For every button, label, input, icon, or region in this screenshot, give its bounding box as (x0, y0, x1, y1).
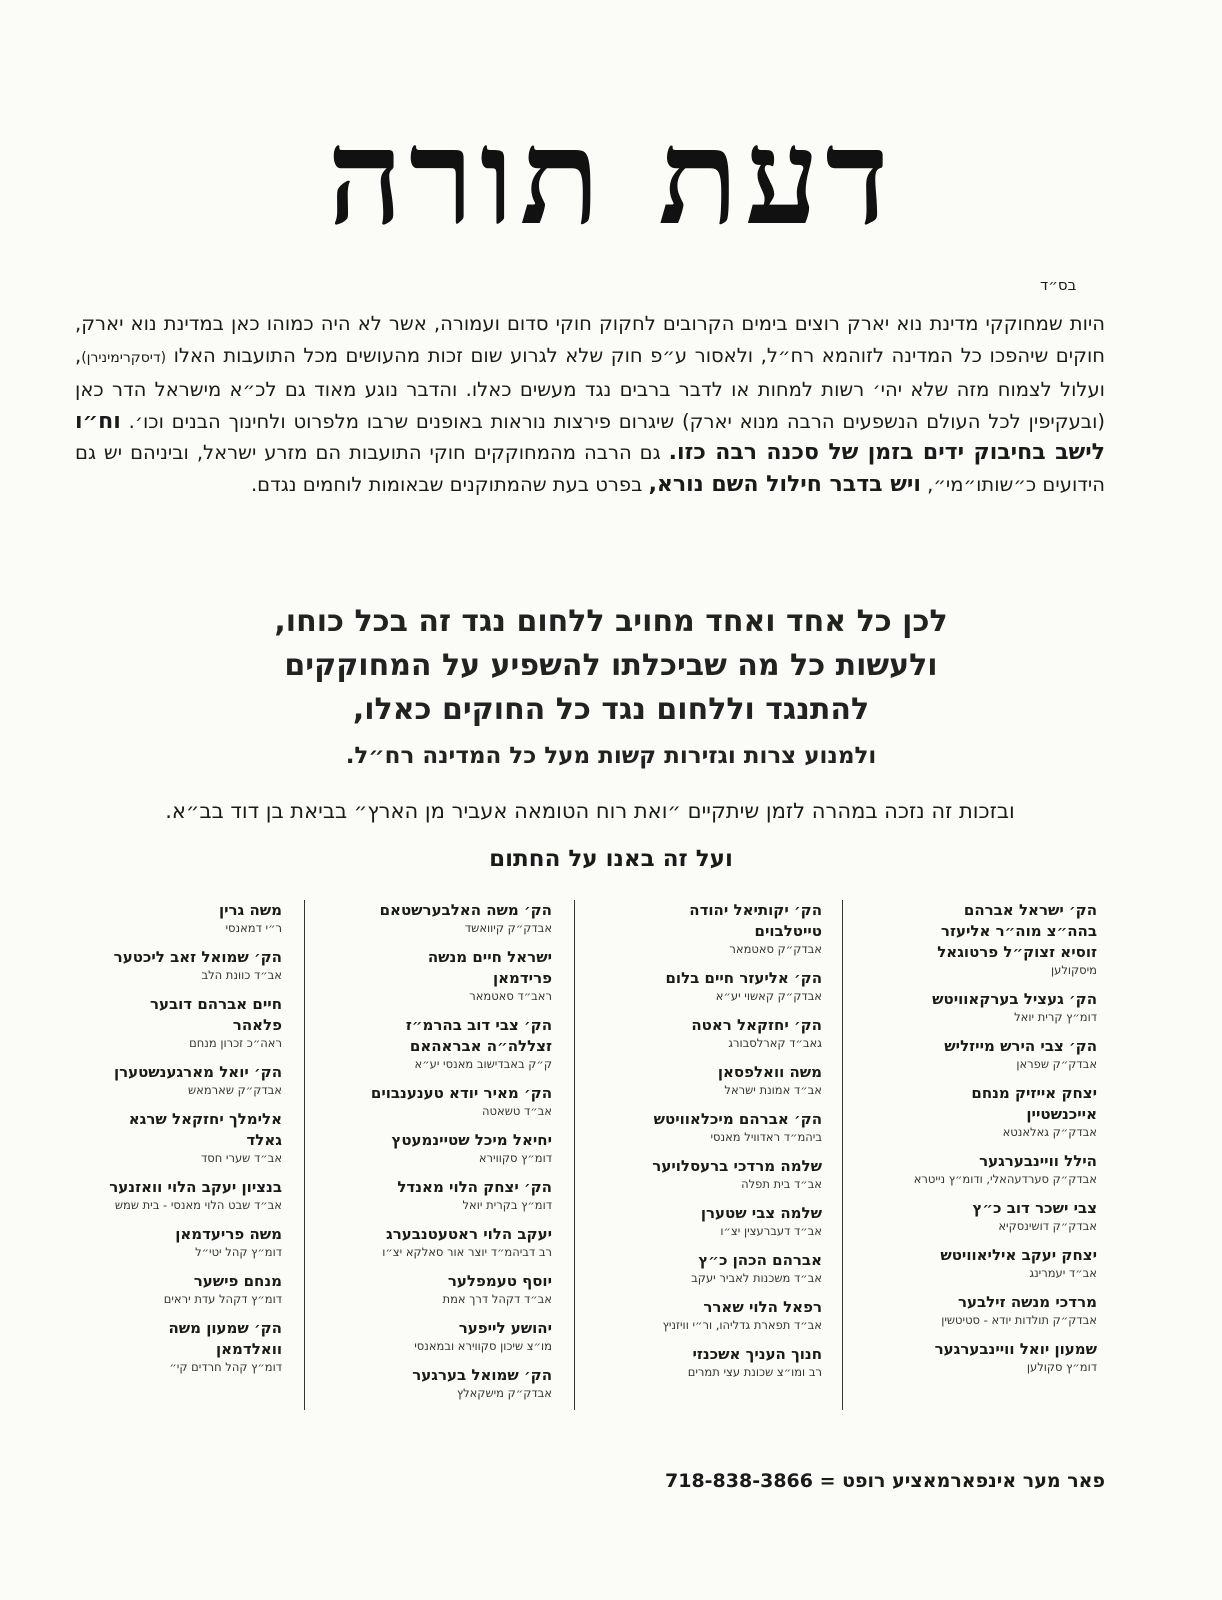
signatory-name: הק׳ שמואל זאב ליכטער (113, 948, 282, 966)
signatory-title: אבדק״ק שארמאש (188, 1083, 282, 1097)
signatory-title: אב״ד אמונת ישראל (724, 1083, 822, 1097)
signatory-name: ישראל חיים מנשה פרידמאן (427, 948, 552, 987)
signatory (913, 1151, 1097, 1187)
signature-column-3 (360, 900, 560, 1410)
signatory-title: ביהמ״ד ראדוויל מאנסי (710, 1130, 822, 1144)
signatory (638, 900, 822, 957)
signatory-title: אבדק״ק סערדעהאלי, ודומ״ץ נייטרא (913, 1172, 1097, 1186)
signatory-title: אב״ד שערי חסד (201, 1151, 282, 1165)
signatory (368, 1015, 552, 1072)
signatory-name: הק׳ ישראל אברהם בהה״צ מוה״ר אליעזר זוסיא זצוק״ל פרטוגאל (937, 901, 1097, 961)
signature-column-4 (90, 900, 290, 1410)
signatory (98, 947, 282, 983)
signatory (913, 1198, 1097, 1234)
signatory-title: אבדק״ק תולדות יודא - סטיטשין (941, 1313, 1097, 1327)
signatory-name: שלמה צבי שטערן (700, 1204, 822, 1222)
column-divider (304, 900, 305, 1410)
signatory (98, 900, 282, 936)
signatory-name: שמעון יואל וויינבערגער (934, 1340, 1097, 1358)
signatory-name: שלמה מרדכי ברעסלויער (652, 1157, 822, 1175)
signatory-title: דומ״ץ בקרית יואל (462, 1198, 552, 1212)
signatory-name: הק׳ יקותיאל יהודה טייטלבוים (689, 901, 822, 940)
signatory-name: הק׳ געציל בערקאוויטש (932, 990, 1097, 1008)
signatory (638, 1297, 822, 1333)
signatory (638, 1062, 822, 1098)
signatory (913, 1245, 1097, 1281)
signatory (913, 900, 1097, 978)
signatory (368, 1271, 552, 1307)
signatory-name: הק׳ אליעזר חיים בלום (665, 969, 822, 987)
signatory-name: משה פריעדמאן (175, 1225, 282, 1243)
intro-text-1: היות שמחוקקי מדינת נוא יארק רוצים בימים הקרובים לחקוק חוקי סדום ועמורה, אשר לא היה כמוהו כאן במדינת נוא יארק, חוקים שיהפכו כל המדינה לזוהמא רח״ל, ולאסור ע״פ חוק שלא לגרוע שום זכות מהעושים מכל התועבות האלו (75, 312, 1105, 367)
signatory-title: ק״ק באבדישוב מאנסי יע״א (414, 1057, 552, 1071)
signatory-name: הק׳ יצחק הלוי מאנדל (397, 1178, 552, 1196)
signatures-heading: ועל זה באנו על החתום (489, 846, 733, 872)
signatory-title: דומ״ץ קהל חרדים קי״ (169, 1360, 282, 1374)
column-divider (842, 900, 843, 1410)
intro-text-2: , ועלול לצמוח מזה שלא יהי׳ רשות למחות או לדבר ברבים נגד מעשים כאלו. והדבר נוגע מאוד גם לכ״א מישראל הדר כאן (ובעקיפין לכל העולם הנשפעים הרבה מנוא יארק) שיגרום פירצות נוראות באופנים שרבו מלפרוט ולחינוך הבנים וכו׳. (75, 343, 1105, 433)
signatory-name: הק׳ משה האלבערשטאם (379, 901, 552, 919)
closing-text: ובזכות זה נזכה במהרה לזמן שיתקיים ״ואת רוח הטומאה אעביר מן הארץ״ בביאת בן דוד בב״א. (165, 799, 1015, 823)
signatory-name: הק׳ שמואל בערגער (412, 1366, 552, 1384)
call-line-4: ולמנוע צרות וגזירות קשות מעל כל המדינה רח״ל. (345, 743, 877, 769)
signatory-title: דומ״ץ קרית יואל (1014, 1010, 1097, 1024)
call-line-3: להתנגד וללחום נגד כל החוקים כאלו, (352, 692, 870, 727)
signatory-title: ראה״כ זכרון מנחם (189, 1036, 282, 1050)
signatory-title: אבדק״ק קיוואשד (464, 921, 552, 935)
signature-column-2 (630, 900, 830, 1410)
signature-column-1 (905, 900, 1105, 1410)
signatory-title: מו״צ שיכון סקווירא ובמאנסי (414, 1339, 552, 1353)
signatory-title: מיסקולען (1050, 963, 1097, 977)
signatory (638, 1344, 822, 1380)
signatory (98, 1062, 282, 1098)
signatory-title: אב״ד בית תפלה (741, 1177, 822, 1191)
call-to-action (0, 600, 1222, 776)
signatory (368, 1130, 552, 1166)
signatory-title: ר״י דמאנסי (225, 921, 282, 935)
call-line-1: לכן כל אחד ואחד מחויב ללחום נגד זה בכל כוחו, (274, 604, 948, 639)
signatory-title: אב״ד דקהל דרך אמת (442, 1292, 552, 1306)
signatory-name: אברהם הכהן כ״ץ (698, 1251, 822, 1269)
signatory-title: גאב״ד קארלסבורג (728, 1036, 822, 1050)
signatory-name: יצחק יעקב איליאוויטש (940, 1246, 1097, 1264)
signatory-title: רב ומו״צ שכונת עצי תמרים (687, 1365, 822, 1379)
signatory-name: הק׳ יחזקאל ראטה (691, 1016, 822, 1034)
signatory-name: צבי ישכר דוב כ״ץ (972, 1199, 1097, 1217)
signatory-name: הק׳ יואל מארגענשטערן (113, 1063, 282, 1081)
signatory (638, 968, 822, 1004)
signatory-title: אב״ד יעמרינג (1029, 1266, 1097, 1280)
intro-bold-2: ויש בדבר חילול השם נורא, (648, 471, 921, 497)
signatory-name: מרדכי מנשה זילבער (957, 1293, 1097, 1311)
signatory-title: דומ״ץ סקווירא (478, 1151, 552, 1165)
signatory (368, 1224, 552, 1260)
intro-text-3: גם הרבה מהמחוקקים חוקי התועבות הם מזרע ישראל, וביניהם יש גם הידועים כ״שותו״מי״, (75, 441, 1105, 496)
signatory (368, 1365, 552, 1401)
signatory-name: חנוך העניך אשכנזי (692, 1345, 822, 1363)
signatory (913, 989, 1097, 1025)
signatory (638, 1156, 822, 1192)
signatory-title: אב״ד כוונת הלב (201, 968, 282, 982)
signatory-name: הילל וויינבערגער (979, 1152, 1097, 1170)
signatory (913, 1339, 1097, 1375)
signatory-title: אב״ד תפארת גדליהו, ור״י וויזניץ (662, 1318, 822, 1332)
signatory (913, 1036, 1097, 1072)
signatory-title: רב דביהמ״ד יוצר אור סאלקא יצ״ו (382, 1245, 552, 1259)
signatory (368, 947, 552, 1004)
signatory-title: אבדק״ק דושינסקיא (998, 1219, 1097, 1233)
signatory (368, 1177, 552, 1213)
signatory (638, 1250, 822, 1286)
signatory (638, 1015, 822, 1051)
signatory-title: אבדק״ק שפראן (1016, 1057, 1097, 1071)
signatory (98, 1177, 282, 1213)
signatory (913, 1083, 1097, 1140)
intro-text-4: בפרט בעת שהמתוקנים שבאומות לוחמים נגדם. (250, 472, 643, 496)
contact-footer: פאר מער אינפארמאציע רופט = 718-838-3866 (665, 1470, 1105, 1492)
signatory-title: אב״ד שבט הלוי מאנסי - בית שמש (114, 1198, 282, 1212)
signatory-name: חיים אברהם דובער פלאהר (149, 995, 282, 1034)
signatory-name: הק׳ שמעון משה וואלדמאן (168, 1319, 282, 1358)
signatory-title: ראב״ד סאטמאר (469, 989, 552, 1003)
column-divider (574, 900, 575, 1410)
signatures-table (75, 900, 1105, 1420)
bsd-mark: בס״ד (1040, 276, 1077, 294)
signatory-title: אבדק״ק קאשוי יע״א (715, 989, 822, 1003)
signatory-name: בנציון יעקב הלוי וואזנער (109, 1178, 282, 1196)
intro-small: (דיסקרימינירן) (81, 349, 167, 366)
signatory-title: אב״ד משכנות לאביר יעקב (691, 1271, 822, 1285)
signatory-title: דומ״ץ קהל יטי״ל (195, 1245, 282, 1259)
signatory-title: אב״ד טשאטה (482, 1104, 552, 1118)
signatory (368, 1083, 552, 1119)
signatory-name: יחיאל מיכל שטיינמעטץ (391, 1131, 552, 1149)
signatory (98, 1318, 282, 1375)
signatory-title: דומ״ץ דקהל עדת יראים (163, 1292, 282, 1306)
signatory (98, 994, 282, 1051)
signatory (98, 1271, 282, 1307)
signatory-title: אב״ד דעברעצין יצ״ו (720, 1224, 822, 1238)
signatory-name: יוסף טעמפלער (447, 1272, 552, 1290)
signatory-name: משה וואלפסאן (717, 1063, 822, 1081)
signatory-title: דומ״ץ סקולען (1026, 1360, 1097, 1374)
signatory-name: אלימלך יחזקאל שרגא גאלד (128, 1110, 282, 1149)
signatory (638, 1203, 822, 1239)
signatory-name: מנחם פישער (193, 1272, 282, 1290)
call-line-2: ולעשות כל מה שביכלתו להשפיע על המחוקקים (284, 648, 938, 683)
signatory-name: רפאל הלוי שארר (703, 1298, 822, 1316)
signatory-title: אבדק״ק גאלאנטא (1002, 1125, 1097, 1139)
signatory-title: אבדק״ק סאטמאר (729, 942, 822, 956)
intro-paragraph (75, 308, 1105, 500)
signatory-name: הק׳ אברהם מיכלאוויטש (653, 1110, 822, 1128)
signatory-name: יהושע לייפער (458, 1319, 552, 1337)
signatory (638, 1109, 822, 1145)
signatory (98, 1109, 282, 1166)
signatory-name: יעקב הלוי ראטעטנבערג (386, 1225, 552, 1243)
signatory-name: יצחק אייזיק מנחם אייכנשטיין (971, 1084, 1097, 1123)
page-title: דעת תורה (327, 100, 895, 255)
signatory-name: הק׳ צבי דוב בהרמ״ז זצללה״ה אבראהאם (405, 1016, 552, 1055)
signatory-name: הק׳ צבי הירש מייזליש (944, 1037, 1097, 1055)
signatory (368, 1318, 552, 1354)
signatory-name: הק׳ מאיר יודא טענענבוים (370, 1084, 552, 1102)
signatory (913, 1292, 1097, 1328)
intro-bold-1: וח״ו לישב בחיבוק ידים בזמן של סכנה רבה כזו. (75, 408, 1105, 465)
signatory (368, 900, 552, 936)
signatory-name: משה גרין (218, 901, 282, 919)
signatory (98, 1224, 282, 1260)
signatory-title: אבדק״ק מישקאלץ (456, 1386, 552, 1400)
